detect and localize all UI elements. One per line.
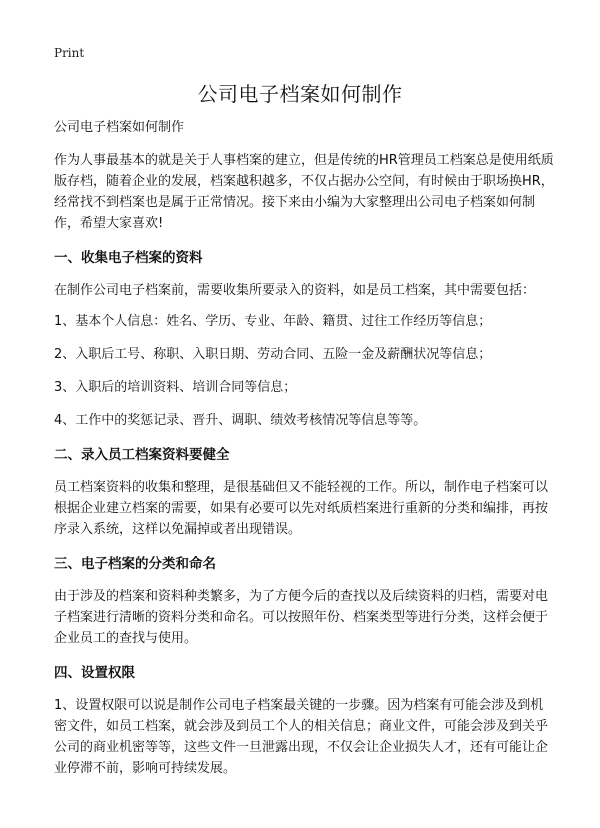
section-paragraph-collect: 在制作公司电子档案前，需要收集所要录入的资料，如是员工档案，其中需要包括： <box>54 283 536 298</box>
section-heading-entry: 二、录入员工档案资料要健全 <box>54 447 230 463</box>
list-item: 4、工作中的奖惩记录、晋升、调职、绩效考核情况等信息等等。 <box>54 413 427 428</box>
section-paragraph-permissions: 1、设置权限可以说是制作公司电子档案最关键的一步骤。因为档案有可能会涉及到机密文件，如员工档案，就会涉及到员工个人的相关信息；商业文件，可能会涉及到关乎公司的商业机密等等，这些文件一旦泄露出现，不仅会让企业损失人才，还有可能让企业停滞不前，影响可持续发展。 <box>54 698 549 776</box>
intro-paragraph: 作为人事最基本的就是关于人事档案的建立，但是传统的HR管理员工档案总是使用纸质版存档，随着企业的发展，档案越积越多，不仅占据办公空间，有时候由于职场换HR，经常找不到档案也是属于正常情况。接下来由小编为大家整理出公司电子档案如何制作，希望大家喜欢! <box>54 153 554 231</box>
print-link[interactable]: Print <box>54 46 85 60</box>
list-item: 1、基本个人信息：姓名、学历、专业、年龄、籍贯、过往工作经历等信息； <box>54 314 492 329</box>
list-item: 2、入职后工号、称职、入职日期、劳动合同、五险一金及薪酬状况等信息； <box>54 347 492 362</box>
section-heading-classify: 三、电子档案的分类和命名 <box>54 556 216 572</box>
section-heading-permissions: 四、设置权限 <box>54 665 135 681</box>
section-paragraph-classify: 由于涉及的档案和资料种类繁多，为了方便今后的查找以及后续资料的归档，需要对电子档案进行清晰的资料分类和命名。可以按照年份、档案类型等进行分类，这样会便于企业员工的查找与使用。 <box>54 589 549 646</box>
list-item: 3、入职后的培训资料、培训合同等信息； <box>54 380 297 395</box>
section-paragraph-entry: 员工档案资料的收集和整理，是很基础但又不能轻视的工作。所以，制作电子档案可以根据企业建立档案的需要，如果有必要可以先对纸质档案进行重新的分类和编排，再按序录入系统，这样以免漏掉或者出现错误。 <box>54 480 549 537</box>
section-heading-collect: 一、收集电子档案的资料 <box>54 250 203 266</box>
page-title: 公司电子档案如何制作 <box>197 82 403 106</box>
document-body <box>54 117 554 789</box>
document-subtitle: 公司电子档案如何制作 <box>54 120 185 135</box>
